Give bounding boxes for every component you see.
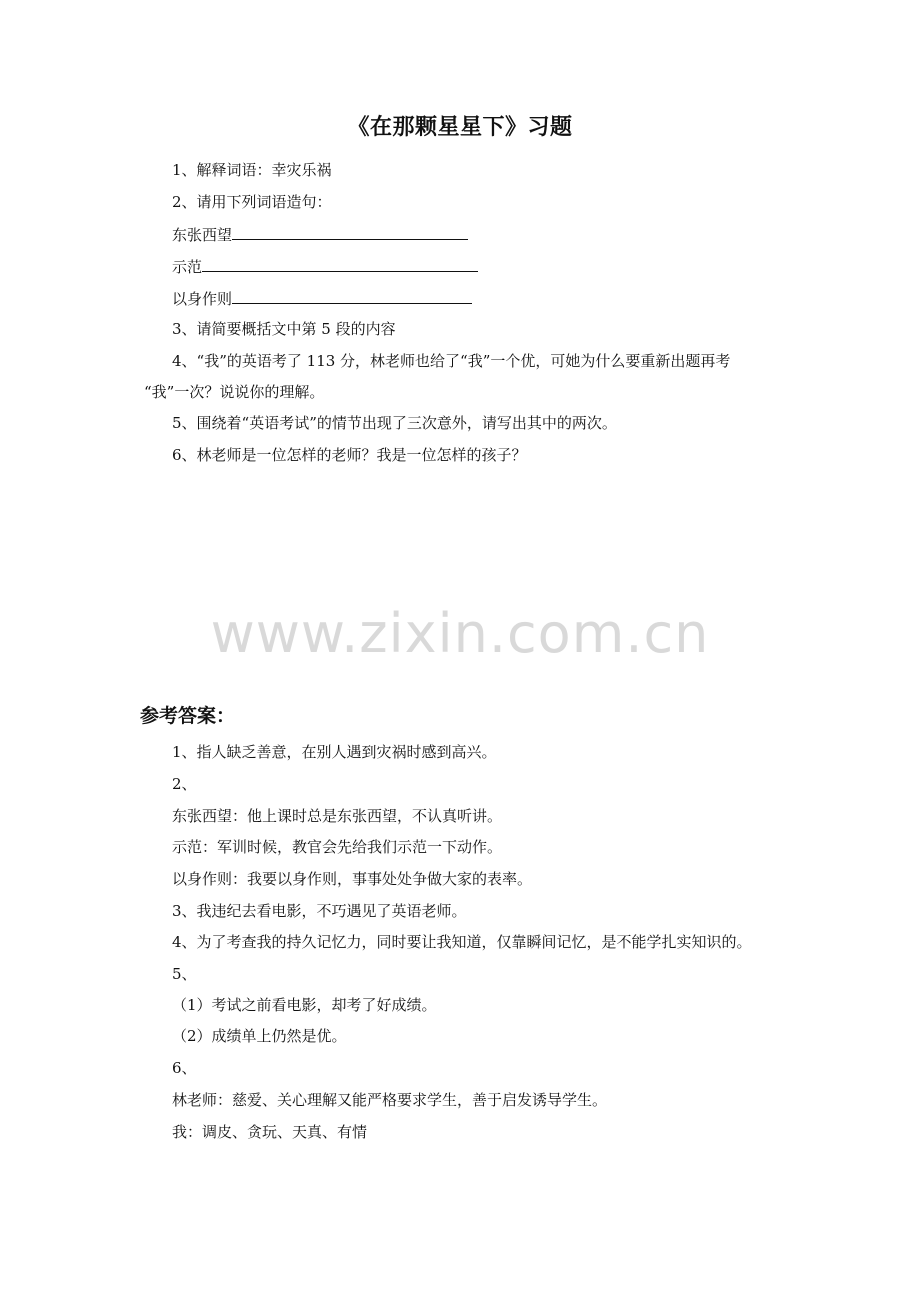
word-label: 东张西望 (172, 226, 233, 244)
page-title: 《在那颗星星下》习题 (347, 115, 573, 140)
question-4-line-1: 4、“我”的英语考了 113 分，林老师也给了“我”一个优，可她为什么要重新出题再考 (172, 352, 731, 370)
question-2-word-1 (172, 223, 468, 246)
question-2: 2、请用下列词语造句： (172, 193, 332, 211)
answer-blank (202, 255, 478, 272)
answers-heading: 参考答案： (140, 705, 236, 727)
answer-3: 3、我违纪去看电影，不巧遇见了英语老师。 (172, 902, 467, 920)
answer-6: 6、 (172, 1059, 197, 1077)
answer-6-1: 林老师：慈爱、关心理解又能严格要求学生，善于启发诱导学生。 (172, 1091, 608, 1109)
question-6: 6、林老师是一位怎样的老师？我是一位怎样的孩子？ (172, 446, 527, 464)
answer-2: 2、 (172, 775, 197, 793)
question-1: 1、解释词语：幸灾乐祸 (172, 161, 332, 179)
watermark: www.zixin.com.cn (210, 602, 710, 665)
answer-4: 4、为了考查我的持久记忆力，同时要让我知道，仅靠瞬间记忆，是不能学扎实知识的。 (172, 933, 752, 951)
answer-5-2: （2）成绩单上仍然是优。 (172, 1027, 347, 1045)
answer-1: 1、指人缺乏善意，在别人遇到灾祸时感到高兴。 (172, 743, 497, 761)
answer-2-1: 东张西望：他上课时总是东张西望，不认真听讲。 (172, 807, 503, 825)
word-label: 示范 (172, 258, 203, 276)
answer-blank (232, 287, 472, 304)
answer-2-3: 以身作则：我要以身作则，事事处处争做大家的表率。 (172, 870, 533, 888)
question-5: 5、围绕着“英语考试”的情节出现了三次意外，请写出其中的两次。 (172, 414, 617, 432)
answer-6-2: 我：调皮、贪玩、天真、有情 (172, 1123, 368, 1141)
answer-2-2: 示范：军训时候，教官会先给我们示范一下动作。 (172, 838, 503, 856)
question-2-word-2 (172, 255, 478, 278)
word-label: 以身作则 (172, 290, 233, 308)
question-4-line-2: “我”一次？说说你的理解。 (144, 383, 325, 401)
answer-5-1: （1）考试之前看电影，却考了好成绩。 (172, 996, 437, 1014)
answer-blank (232, 223, 468, 240)
question-3: 3、请简要概括文中第 5 段的内容 (172, 320, 396, 338)
question-2-word-3 (172, 287, 472, 310)
answer-5: 5、 (172, 965, 197, 983)
